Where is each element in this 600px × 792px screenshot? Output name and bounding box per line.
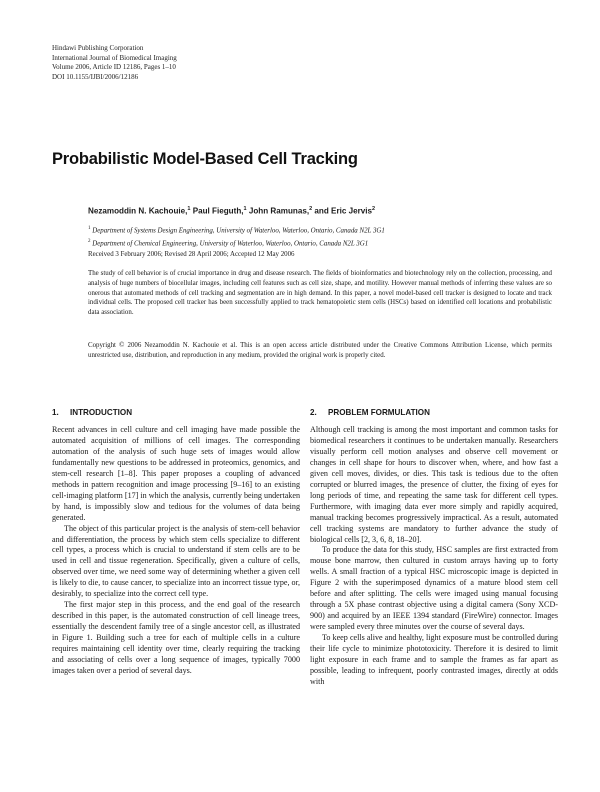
right-column (310, 408, 558, 688)
paper-title: Probabilistic Model-Based Cell Tracking (52, 150, 358, 168)
body-paragraph: Recent advances in cell culture and cell imaging have made possible the automated acquisition of millions of cell images. The corresponding automation of the analysis of such huge sets of images would allow fundamentally new questions to be addressed in proteomics, genomics, and stem-cell research [1–8]. This paper proposes a coupling of advanced methods in pattern recognition and image processing [9–16] to an existing cell-imaging platform [17] in which the analysis, currently being undertaken by hand, is impossibly slow and tedious for the volumes of data being generated. (52, 425, 300, 522)
journal-name: International Journal of Biomedical Imaging (52, 53, 177, 62)
affiliations (88, 224, 552, 249)
author-name: Nezamoddin N. Kachouie, (88, 206, 188, 216)
doi-link[interactable]: DOI 10.1155/IJBI/2006/12186 (52, 72, 139, 81)
author-list (88, 206, 552, 216)
author-affiliation-mark: 1 (243, 206, 247, 212)
author-name: Paul Fieguth, (192, 206, 244, 216)
author-affiliation-mark: 2 (372, 206, 376, 212)
section-heading: 1. INTRODUCTION (52, 408, 133, 417)
affiliation-line: $^1$ Department of Systems Design Engineering, University of Waterloo, Waterloo, Ontario, Canada N2L 3G1 (88, 226, 385, 235)
section-heading: 2. PROBLEM FORMULATION (310, 408, 430, 417)
author-affiliation-mark: 2 (309, 206, 313, 212)
left-column (52, 408, 300, 677)
body-paragraph: To keep cells alive and healthy, light exposure must be controlled during their life cycle to minimize phototoxicity. Therefore it is desired to limit light exposure in each frame and to sample the frames as far apart as possible, leading to infrequent, poorly contrasted images, directly at odds with (310, 633, 558, 686)
publication-dates: Received 3 February 2006; Revised 28 April 2006; Accepted 12 May 2006 (88, 251, 295, 258)
body-paragraph: Although cell tracking is among the most important and common tasks for biomedical researchers it continues to be undertaken manually. Researchers visually perform cell motion analyses and observe cell movement or changes in cell shape for hours to discover when, where, and how fast a given cell moves, divides, or dies. This task is tedious due to the often corrupted or blurred images, the presence of clutter, the fixing of eyes for long periods of time, and repeating the same task for different cell types. Furthermore, with imaging data ever more simply and rapidly acquired, manual tracking becomes progressively impractical. As a result, automated cell tracking systems are mandatory to further advance the study of biological cells [2, 3, 6, 8, 18–20]. (310, 425, 558, 544)
copyright-notice: Copyright © 2006 Nezamoddin N. Kachouie et al. This is an open access article distributed under the Creative Commons Attribution License, which permits unrestricted use, distribution, and reproduction in any medium, provided the original work is properly cited. (88, 342, 552, 359)
author-name: and Eric Jervis (314, 206, 372, 216)
affiliation-line: $^2$ Department of Chemical Engineering, University of Waterloo, Waterloo, Ontario, Canada N2L 3G1 (88, 238, 369, 247)
publisher-name: Hindawi Publishing Corporation (52, 44, 144, 52)
body-paragraph: The first major step in this process, and the end goal of the research described in this paper, is the automated construction of cell lineage trees, essentially the descendent family tree of a single ancestor cell, as illustrated in Figure 1. Building such a tree for each of multiple cells in a culture requires maintaining cell identity over time, clearly requiring the tracking and associating of cells over a long sequence of images, typically 7000 images taken over a period of several days. (52, 600, 300, 675)
abstract: The study of cell behavior is of crucial importance in drug and disease research. The fields of bioinformatics and biotechnology rely on the collection, processing, and analysis of huge numbers of biocellular images, including cell features such as cell size, shape, and motility. However manual methods of inferring these values are so onerous that automated methods of cell tracking and segmentation are in high demand. In this paper, a novel model-based cell tracker is designed to locate and track individual cells. The proposed cell tracker has been successfully applied to track hematopoietic stem cells (HSCs) based on identified cell locations and probabilistic data association. (88, 270, 552, 316)
body-paragraph: The object of this particular project is the analysis of stem-cell behavior and differentiation, the process by which stem cells specialize to different cell types, a process which is crucial to understand if stem cells are to be used in cell and tissue regeneration. Specifically, given a culture of cells, observed over time, we need some way of determining whether a given cell is likely to die, to cause cancer, to specialize into an incorrect tissue type, or, desirably, to specialize into the correct cell type. (52, 523, 300, 599)
author-name: John Ramunas, (248, 206, 310, 216)
body-paragraph: To produce the data for this study, HSC samples are first extracted from mouse bone marrow, then cultured in custom arrays having up to forty wells. A small fraction of a typical HSC microscopic image is depicted in Figure 2 with the superimposed dynamics of a mature blood stem cell before and after splitting. The cells were imaged using manual focusing through a 5X phase contrast objective using a digital camera (Sony XCD-900) and acquired by an IEEE 1394 standard (FireWire) connector. Images were sampled every three minutes over the course of several days. (310, 545, 558, 632)
volume-info: Volume 2006, Article ID 12186, Pages 1–10 (52, 63, 176, 72)
author-affiliation-mark: 1 (187, 206, 191, 212)
journal-header (52, 44, 177, 82)
